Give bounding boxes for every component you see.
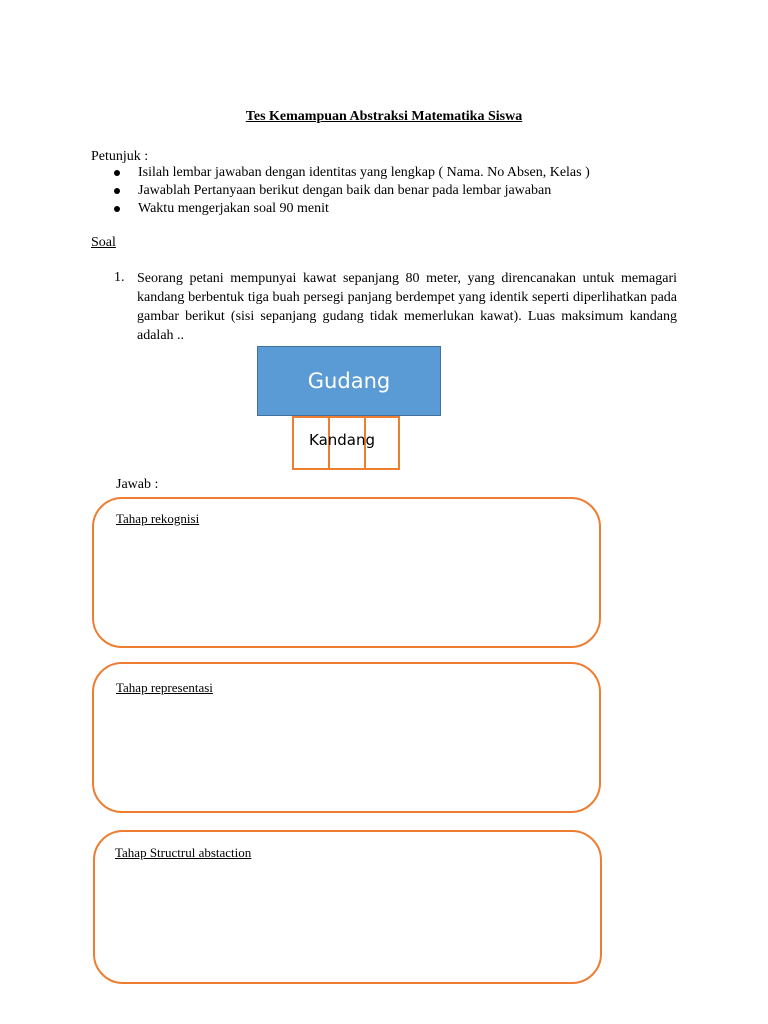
instruction-item: Isilah lembar jawaban dengan identitas yang lengkap ( Nama. No Absen, Kelas )	[112, 164, 590, 182]
warehouse-box	[257, 346, 441, 416]
bullet-icon	[114, 170, 120, 176]
question-text: Seorang petani mempunyai kawat sepanjang 80 meter, yang direncanakan untuk memagari kandang berbentuk tiga buah persegi panjang berdempet yang identik seperti diperlihatkan pada gambar berikut (sisi sepanjang gudang tidak memerlukan kawat). Luas maksimum kandang adalah ..	[137, 271, 677, 343]
pen-label: Kandang	[309, 431, 376, 449]
instructions-list	[112, 164, 590, 218]
section-heading: Soal	[91, 235, 116, 250]
bullet-icon	[114, 206, 120, 212]
instruction-item: Waktu mengerjakan soal 90 menit	[112, 200, 590, 218]
document-title: Tes Kemampuan Abstraksi Matematika Siswa	[245, 109, 523, 124]
answer-box-representation[interactable]	[92, 662, 601, 813]
answer-label: Jawab :	[116, 477, 159, 492]
question-number: 1.	[114, 270, 125, 285]
answer-box-label: Tahap representasi	[116, 680, 213, 695]
instruction-item: Jawablah Pertanyaan berikut dengan baik dan benar pada lembar jawaban	[112, 182, 590, 200]
answer-box-label: Tahap rekognisi	[116, 511, 200, 526]
warehouse-label: Gudang	[307, 369, 391, 393]
answer-box-label: Tahap Structrul abstaction	[115, 845, 252, 860]
answer-box-structural-abstraction[interactable]	[93, 830, 602, 984]
answer-box-recognition[interactable]	[92, 497, 601, 648]
bullet-icon	[114, 188, 120, 194]
instructions-label: Petunjuk :	[91, 149, 149, 164]
